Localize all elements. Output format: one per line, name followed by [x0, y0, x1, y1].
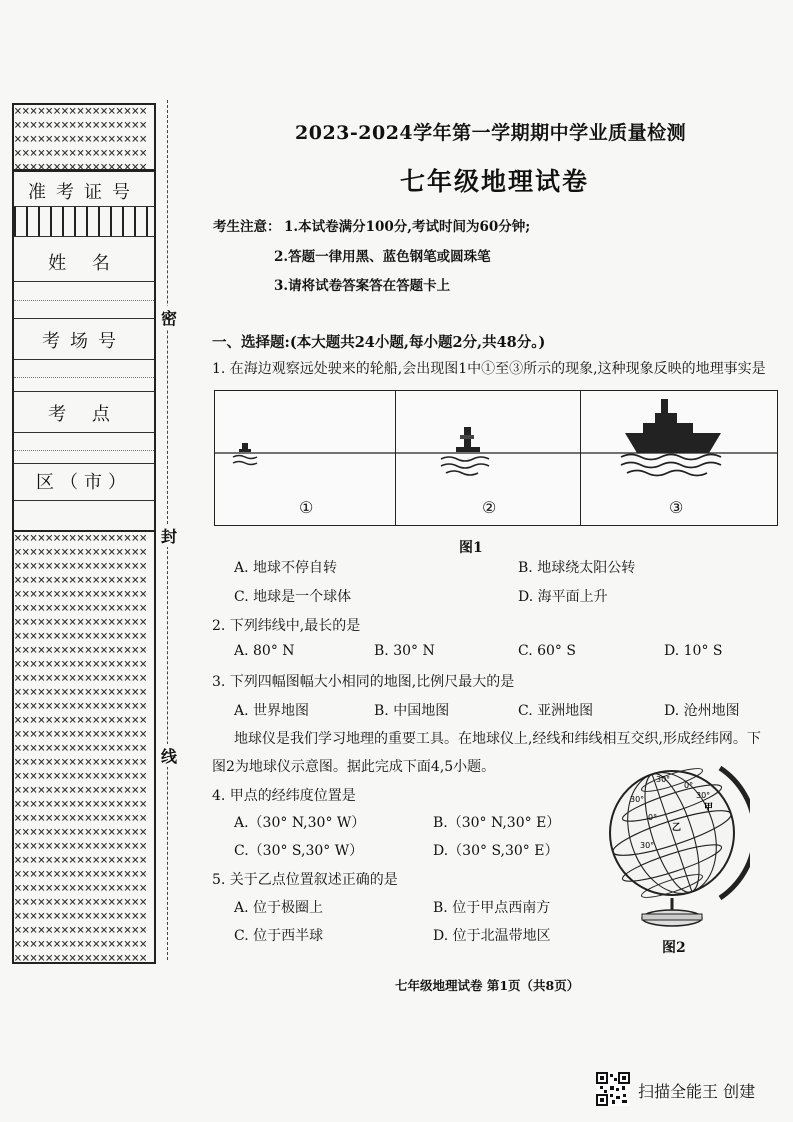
globe-figure [600, 748, 750, 938]
exam-subtitle: 七年级地理试卷 [400, 167, 590, 196]
figure-1-label: 图1 [459, 540, 483, 556]
q1-panel-2 [395, 390, 582, 526]
panel-number-3: ③ [669, 498, 684, 517]
q4-option-a: A.（30° N,30° W） [234, 815, 366, 831]
q5-option-c: C. 位于西半球 [234, 928, 324, 944]
globe-label-30-right: 30° [696, 791, 711, 800]
q2-option-d: D. 10° S [664, 643, 723, 659]
seal-char-feng: 封 [161, 524, 177, 547]
q2-stem: 2. 下列纬线中,最长的是 [212, 618, 361, 634]
candidate-info-box [12, 170, 156, 532]
q3-option-a: A. 世界地图 [234, 703, 310, 719]
exam-title: 2023-2024学年第一学期期中学业质量检测 [295, 122, 687, 144]
field-label-exam-site: 考 点 [48, 404, 120, 425]
q1-option-b: B. 地球绕太阳公转 [518, 560, 636, 576]
field-label-district: 区（市） [36, 472, 132, 493]
q1-option-d: D. 海平面上升 [518, 589, 608, 605]
q5-option-d: D. 位于北温带地区 [433, 928, 551, 944]
q5-option-a: A. 位于极圈上 [234, 900, 324, 916]
q4-stem: 4. 甲点的经纬度位置是 [212, 788, 356, 804]
q2-option-a: A. 80° N [234, 643, 295, 659]
globe-label-0-equator: 0° [648, 813, 658, 822]
side-cross-pattern-bottom: ××××××××××××××××××××××××××××××××××××××××××××××××××××××××××××××××××××××××××××××××××××××××××××××××××××××××××××××××××××××××××××××××××××××××××××××××××××××××××××××××××××××××××××××××××××××××××××××××××××××××××××××××××××××××××××××××××××××××××××××××××××××××××××××××××××××××××××××××××××××××××××××××××××××××××××××××××××××××××××××××××××××××××××××××××××××××××××××××××××××××××××××××××××××××××××××××××××××××××××××××××××××××××××××××××××××××××××××××××××××××××××××××××××××××××××××××××××××××××××××××××××××××××××××××××××××××××××××××××××××××××××××× [12, 530, 156, 964]
figure-2-label: 图2 [662, 940, 686, 956]
q3-option-d: D. 沧州地图 [664, 703, 740, 719]
notice-label: 考生注意： [213, 219, 281, 235]
q1-stem: 1. 在海边观察远处驶来的轮船,会出现图1中①至③所示的现象,这种现象反映的地理事实是 [212, 361, 766, 377]
notice-2: 2.答题一律用黑、蓝色钢笔或圆珠笔 [274, 249, 491, 265]
passage-line-2: 图2为地球仪示意图。据此完成下面4,5小题。 [212, 759, 496, 775]
notice-1: 1.本试卷满分100分,考试时间为60分钟; [284, 219, 531, 235]
seal-char-mi: 密 [161, 306, 177, 329]
section-heading: 一、选择题:(本大题共24小题,每小题2分,共48分。) [212, 334, 546, 351]
page-footer: 七年级地理试卷 第1页（共8页） [395, 978, 580, 993]
q2-option-c: C. 60° S [518, 643, 576, 659]
q4-option-b: B.（30° N,30° E） [433, 815, 561, 831]
globe-point-yi: 乙 [672, 823, 682, 833]
q1-panel-1 [214, 390, 397, 526]
q2-option-b: B. 30° N [374, 643, 435, 659]
globe-label-0-top: 0° [684, 781, 694, 790]
q3-option-b: B. 中国地图 [374, 703, 450, 719]
side-cross-pattern-top: ××××××××××××××××××××××××××××××××××××××××××××××××××××××××××××××××××××××××××××××××××××× [12, 103, 156, 171]
globe-label-30-left: 30° [630, 795, 645, 804]
globe-point-jia: 甲 [704, 803, 714, 813]
q1-panel-3 [580, 390, 778, 526]
q5-stem: 5. 关于乙点位置叙述正确的是 [212, 872, 398, 888]
scanner-watermark: 扫描全能王 创建 [638, 1082, 756, 1101]
panel-number-1: ① [299, 498, 314, 517]
passage-line-1: 地球仪是我们学习地理的重要工具。在地球仪上,经线和纬线相互交织,形成经纬网。下 [234, 731, 761, 747]
q5-option-b: B. 位于甲点西南方 [433, 900, 551, 916]
panel-number-2: ② [482, 498, 497, 517]
field-label-exam-room: 考场号 [42, 331, 126, 352]
field-label-name: 姓 名 [48, 253, 120, 274]
q1-option-c: C. 地球是一个球体 [234, 589, 352, 605]
q1-option-a: A. 地球不停自转 [234, 560, 338, 576]
notice-3: 3.请将试卷答案答在答题卡上 [274, 278, 451, 294]
globe-label-30-bottom: 30° [640, 841, 655, 850]
exam-id-grid [14, 207, 154, 237]
q3-option-c: C. 亚洲地图 [518, 703, 594, 719]
q3-stem: 3. 下列四幅图幅大小相同的地图,比例尺最大的是 [212, 674, 515, 690]
qr-code-icon [596, 1072, 630, 1106]
q4-option-d: D.（30° S,30° E） [433, 843, 559, 859]
globe-label-30-top: 30° [656, 775, 671, 784]
seal-char-xian: 线 [161, 744, 177, 767]
q4-option-c: C.（30° S,30° W） [234, 843, 364, 859]
field-label-exam-id: 准考证号 [28, 182, 140, 203]
